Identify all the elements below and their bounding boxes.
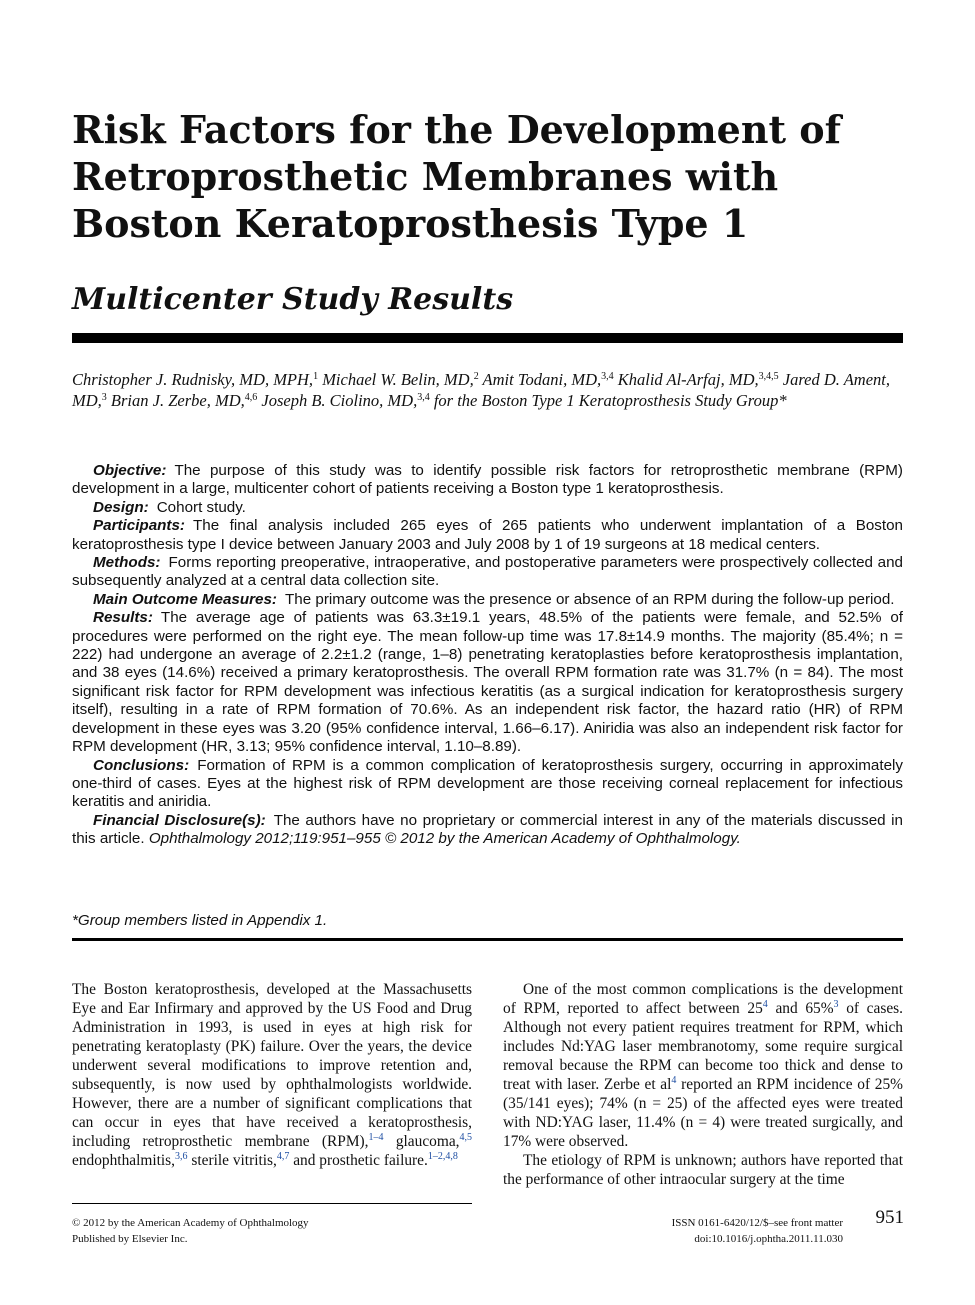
reference-link[interactable]: 1–4 — [368, 1132, 384, 1143]
group-footnote: *Group members listed in Appendix 1. — [72, 912, 328, 929]
section-text: The final analysis included 265 eyes of 265 patients who underwent implantation of a Boston keratoprosthesis type I device between January 2003 and July 2008 by 1 of 19 surgeons at 18 medical centers. — [72, 517, 903, 553]
footer-rule — [72, 1203, 472, 1204]
author-name: Jared D. Ament, MD, — [72, 370, 890, 410]
body-text: glaucoma, — [383, 1133, 460, 1150]
author-name: Amit Todani, MD, — [482, 370, 602, 389]
section-text: The average age of patients was 63.3±19.1 years, 48.5% of the patients were female, and 52.5% of procedures were performed on the right eye. The mean follow-up time was 17.8±14.9 months. The majority (85.4%; n = 222) had undergone an average of 2.2±1.2 (range, 1–8) penetrating keratoplasties before keratoprosthesis implantation, and 38 eyes (14.6%) received a primary keratoprosthesis. The overall RPM formation rate was 31.7% (n = 84). The most significant risk factor for RPM development was infectious keratitis (as a surgical indication for keratoprosthesis surgery itself), resulting in a rate of RPM formation of 70.6%. As an independent risk factor, the hazard ratio (HR) of RPM development in these eyes was 3.20 (95% confidence interval, 1.66–6.17). Aniridia was also an independent risk factor for RPM development (HR, 3.13; 95% confidence interval, 1.10–8.89). — [72, 609, 903, 756]
abstract-conclusions — [72, 757, 903, 812]
body-text: One of the most common complications is the development of RPM, reported to affect between 25 — [503, 981, 903, 1017]
author-name: Michael W. Belin, MD, — [322, 370, 474, 389]
reference-link[interactable]: 1–2,4,8 — [427, 1151, 458, 1162]
journal-citation: Ophthalmology 2012;119:951–955 © 2012 by the American Academy of Ophthalmology. — [148, 830, 741, 848]
section-text: Forms reporting preoperative, intraoperative, and postoperative parameters were prospectively collected and subsequently analyzed at a central data collection site. — [72, 554, 903, 590]
section-text: Formation of RPM is a common complication of keratoprosthesis surgery, occurring in approximately one-third of cases. Eyes at the highest risk of RPM development are those receiving corneal replacement for infectious keratitis and aniridia. — [72, 756, 903, 811]
author-affiliation: 3,4,5 — [758, 371, 779, 382]
abstract-objective — [72, 462, 903, 499]
author-affiliation: 1 — [313, 371, 319, 382]
author-name: Khalid Al-Arfaj, MD, — [617, 370, 759, 389]
reference-link[interactable]: 4 — [671, 1075, 677, 1086]
abstract-methods — [72, 554, 903, 591]
reference-link[interactable]: 4 — [762, 999, 768, 1010]
section-label: Participants: — [93, 517, 185, 535]
abstract-design — [72, 499, 903, 517]
study-group: for the Boston Type 1 Keratoprosthesis Study Group* — [433, 391, 787, 410]
footer-right — [560, 1215, 843, 1247]
article-title: Risk Factors for the Development of Retroprosthetic Membranes with Boston Keratoprosthesis Type 1 — [72, 107, 841, 246]
author-affiliation: 3 — [101, 392, 107, 403]
footer-left — [72, 1215, 492, 1247]
body-paragraph — [503, 980, 903, 1151]
title-divider — [72, 333, 903, 343]
body-text: sterile vitritis, — [187, 1152, 277, 1169]
body-text: The Boston keratoprosthesis, developed at the Massachusetts Eye and Ear Infirmary and approved by the US Food and Drug Administration in 1993, is used in eyes at high risk for penetrating keratoplasty (PK) failure. Over the years, the device underwent several modifications to improve retention and, subsequently, is now used by ophthalmologists worldwide. However, there are a number of significant complications that can occur in eyes that have received a keratoprosthesis, including retroprosthetic membrane (RPM), — [72, 981, 472, 1150]
abstract — [72, 462, 903, 849]
section-label: Design: — [93, 498, 149, 516]
author-list — [72, 369, 904, 411]
publisher-line: Published by Elsevier Inc. — [72, 1233, 188, 1245]
reference-link[interactable]: 4,5 — [459, 1132, 473, 1143]
section-label: Main Outcome Measures: — [93, 590, 277, 608]
issn-line: ISSN 0161-6420/12/$–see front matter — [671, 1217, 843, 1229]
body-text: and prosthetic failure. — [289, 1152, 428, 1169]
page-number: 951 — [875, 1207, 904, 1228]
section-label: Financial Disclosure(s): — [93, 811, 266, 829]
reference-link[interactable]: 3 — [833, 999, 839, 1010]
section-label: Objective: — [93, 462, 167, 479]
section-label: Results: — [93, 609, 153, 627]
body-paragraph — [72, 980, 472, 1170]
abstract-outcome-measures — [72, 591, 903, 609]
author-name: Christopher J. Rudnisky, MD, MPH, — [72, 370, 314, 389]
copyright-line: © 2012 by the American Academy of Ophthalmology — [72, 1217, 309, 1229]
reference-link[interactable]: 3,6 — [175, 1151, 188, 1162]
author-affiliation: 3,4 — [601, 371, 614, 382]
body-column-left — [72, 980, 472, 1170]
section-label: Methods: — [93, 554, 161, 572]
section-text: Cohort study. — [156, 498, 246, 516]
body-text: of cases. Although not every patient requires treatment for RPM, which includes Nd:YAG laser membranotomy, some require surgical removal because the RPM can become too thick and dense to treat with laser. Zerbe et al — [503, 1000, 903, 1093]
section-text: The primary outcome was the presence or absence of an RPM during the follow-up period. — [285, 590, 895, 608]
section-text: The purpose of this study was to identify possible risk factors for retroprosthetic membrane (RPM) development in a large, multicenter cohort of patients receiving a Boston type 1 keratoprosthesis. — [72, 462, 903, 498]
body-paragraph: The etiology of RPM is unknown; authors have reported that the performance of other intraocular surgery at the time — [503, 1152, 903, 1188]
section-text: The authors have no proprietary or commercial interest in any of the materials discussed in this article. — [72, 811, 903, 848]
body-text: endophthalmitis, — [72, 1152, 176, 1169]
author-name: Joseph B. Ciolino, MD, — [261, 391, 418, 410]
body-text: and 65% — [767, 1000, 834, 1017]
author-affiliation: 4,6 — [244, 392, 258, 403]
body-column-right — [503, 980, 903, 1189]
abstract-divider — [72, 938, 903, 941]
abstract-participants — [72, 517, 903, 554]
section-label: Conclusions: — [93, 756, 190, 774]
abstract-financial-disclosure — [72, 812, 903, 849]
author-affiliation: 3,4 — [417, 392, 430, 403]
body-text: reported an RPM incidence of 25% (35/141 eyes); 74% (n = 25) of the affected eyes were treated with ND:YAG laser, 11.4% (n = 4) were treated surgically, and 17% were observed. — [503, 1076, 904, 1150]
author-affiliation: 2 — [473, 371, 479, 382]
abstract-results — [72, 609, 903, 756]
article-subtitle: Multicenter Study Results — [72, 282, 514, 317]
author-name: Brian J. Zerbe, MD, — [110, 391, 245, 410]
doi-line: doi:10.1016/j.ophtha.2011.11.030 — [694, 1233, 843, 1245]
reference-link[interactable]: 4,7 — [276, 1151, 290, 1162]
